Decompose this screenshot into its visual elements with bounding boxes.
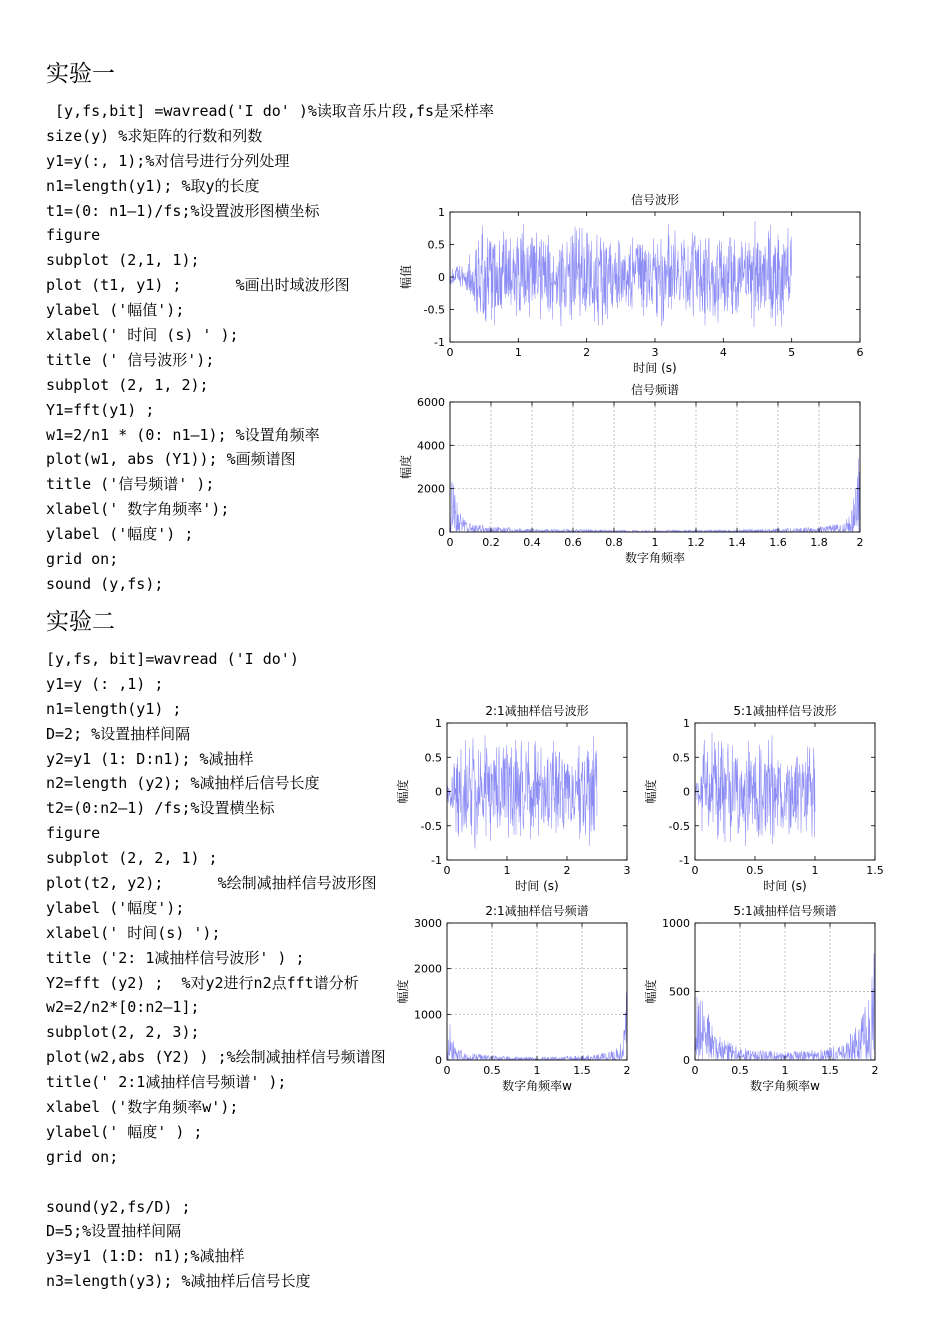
y-tick-label: 1	[438, 206, 445, 219]
code-line: n1=length(y1) ;	[46, 699, 182, 718]
y-tick-label: 0	[435, 1054, 442, 1067]
x-axis-label: 数字角频率w	[750, 1079, 820, 1093]
code-line: Y1=fft(y1) ;	[46, 400, 155, 419]
x-axis-label: 时间 (s)	[633, 361, 677, 375]
code-line: w1=2/n1 * (0: n1—1); %设置角频率	[46, 425, 320, 444]
code-line: y2=y1 (1: D:n1); %减抽样	[46, 749, 254, 768]
y-tick-label: 0	[683, 785, 690, 799]
code-line: grid on;	[46, 1147, 119, 1166]
code-line: xlabel(' 时间(s) ');	[46, 923, 221, 942]
y-tick-label: 0	[683, 1054, 690, 1067]
chart-title: 5:1减抽样信号频谱	[733, 904, 837, 918]
series-line	[447, 993, 627, 1060]
y-tick-label: 1000	[662, 917, 690, 930]
x-tick-label: 0	[443, 864, 451, 877]
x-tick-label: 2	[856, 536, 864, 549]
x-tick-label: 6	[856, 346, 864, 359]
x-axis-label: 时间 (s)	[515, 879, 559, 893]
code-line: title ('2: 1减抽样信号波形' ) ;	[46, 948, 305, 967]
x-tick-label: 1.6	[769, 536, 787, 549]
x-tick-label: 1.5	[821, 1064, 839, 1077]
code-line: subplot(2, 2, 3);	[46, 1023, 200, 1042]
code-line: subplot (2, 1, 2);	[46, 375, 209, 394]
x-tick-label: 0.6	[564, 536, 582, 549]
code-line: D=2; %设置抽样间隔	[46, 724, 191, 743]
chart-title: 2:1减抽样信号频谱	[485, 904, 589, 918]
x-axis-label: 数字角频率	[624, 551, 686, 565]
code-line: ylabel ('幅度');	[46, 898, 185, 917]
code-line: plot(w2,abs (Y2) ) ;%绘制减抽样信号频谱图	[46, 1048, 386, 1067]
chart-5to1-spectrum	[640, 895, 890, 1100]
code-line: [y,fs, bit]=wavread ('I do')	[46, 650, 299, 668]
code-line: sound (y,fs);	[46, 574, 164, 593]
y-tick-label: -0.5	[668, 819, 690, 833]
code-line: sound(y2,fs/D) ;	[46, 1197, 191, 1216]
x-axis-label: 数字角频率w	[502, 1079, 572, 1093]
x-tick-label: 1	[651, 536, 659, 549]
y-axis-label: 幅值	[399, 264, 413, 290]
code-line: n1=length(y1); %取y的长度	[46, 176, 260, 195]
y-axis-label: 幅度	[396, 779, 410, 804]
chart-2to1-waveform	[392, 695, 642, 900]
y-tick-label: 6000	[417, 396, 445, 409]
code-line: title (' 信号波形');	[46, 350, 215, 369]
code-line: size(y) %求矩阵的行数和列数	[46, 126, 263, 145]
x-tick-label: 0.4	[523, 536, 541, 549]
y-tick-label: 2000	[414, 962, 442, 976]
x-tick-label: 0	[691, 1064, 699, 1077]
code-line: [y,fs,bit] =wavread('I do' )%读取音乐片段,fs是采样率	[46, 102, 495, 120]
code-line: subplot (2,1, 1);	[46, 251, 200, 270]
y-axis-label: 幅度	[644, 779, 658, 804]
code-line: subplot (2, 2, 1) ;	[46, 849, 218, 868]
x-tick-label: 1.4	[728, 536, 746, 549]
y-tick-label: 0.5	[424, 751, 442, 765]
chart-title: 信号频谱	[630, 383, 680, 397]
code-line: ylabel ('幅度') ;	[46, 525, 194, 544]
x-tick-label: 1.8	[810, 536, 828, 549]
series-line	[695, 733, 815, 846]
section-heading-1: 实验一	[46, 61, 115, 87]
x-tick-label: 0.5	[483, 1064, 501, 1077]
code-line: ylabel(' 幅度' ) ;	[46, 1122, 203, 1141]
code-line: D=5;%设置抽样间隔	[46, 1222, 182, 1241]
y-tick-label: 0.5	[672, 751, 690, 765]
code-line: figure	[46, 824, 101, 843]
code-line: y1=y (: ,1) ;	[46, 674, 164, 693]
x-tick-label: 1.5	[866, 864, 884, 877]
y-tick-label: -1	[431, 854, 442, 867]
x-tick-label: 2	[623, 1064, 631, 1077]
code-line: xlabel ('数字角频率w');	[46, 1098, 239, 1117]
x-tick-label: 4	[719, 346, 727, 359]
code-line: figure	[46, 226, 101, 245]
x-tick-label: 0.2	[482, 536, 500, 549]
code-line: title(' 2:1减抽样信号频谱' );	[46, 1073, 287, 1092]
x-tick-label: 0	[691, 864, 699, 877]
code-line: w2=2/n2*[0:n2—1];	[46, 998, 200, 1017]
y-tick-label: -1	[434, 336, 445, 349]
x-tick-label: 1.2	[687, 536, 705, 549]
code-line: y3=y1 (1:D: n1);%减抽样	[46, 1247, 245, 1266]
x-tick-label: 5	[788, 346, 796, 359]
y-axis-label: 幅度	[396, 979, 410, 1004]
code-line: n3=length(y3); %减抽样后信号长度	[46, 1272, 311, 1291]
y-axis-label: 幅度	[644, 979, 658, 1004]
code-line: Y2=fft (y2) ; %对y2进行n2点fft谱分析	[46, 973, 359, 992]
y-tick-label: 1	[435, 717, 442, 730]
y-tick-label: 0	[438, 271, 445, 284]
x-tick-label: 1	[811, 864, 819, 877]
x-tick-label: 2	[871, 1064, 879, 1077]
x-tick-label: 3	[623, 864, 631, 877]
code-line: t1=(0: n1—1)/fs;%设置波形图横坐标	[46, 201, 320, 220]
y-tick-label: -0.5	[420, 819, 442, 833]
code-line: n2=length (y2); %减抽样后信号长度	[46, 774, 320, 793]
y-axis-label: 幅度	[399, 454, 413, 480]
y-tick-label: 0	[438, 526, 445, 539]
chart-title: 5:1减抽样信号波形	[733, 704, 837, 718]
code-line: plot(t2, y2); %绘制减抽样信号波形图	[46, 874, 377, 893]
y-tick-label: 500	[669, 985, 690, 999]
code-line: grid on;	[46, 550, 119, 569]
x-tick-label: 2	[563, 864, 571, 877]
chart-title: 信号波形	[630, 193, 680, 207]
chart-signal-waveform	[390, 185, 880, 380]
y-tick-label: 4000	[417, 439, 445, 453]
chart-5to1-waveform	[640, 695, 890, 900]
section-heading-2: 实验二	[46, 609, 115, 635]
y-tick-label: 3000	[414, 917, 442, 930]
y-tick-label: 1	[683, 717, 690, 730]
y-tick-label: 2000	[417, 482, 445, 496]
series-line	[450, 221, 792, 327]
x-axis-label: 时间 (s)	[763, 879, 807, 893]
code-line: title ('信号频谱' );	[46, 475, 215, 494]
code-line	[46, 1170, 386, 1195]
y-tick-label: -1	[679, 854, 690, 867]
code-line: xlabel(' 时间 (s) ' );	[46, 326, 239, 345]
x-tick-label: 2	[583, 346, 591, 359]
x-tick-label: 0	[443, 1064, 451, 1077]
code-line: ylabel ('幅值');	[46, 301, 185, 320]
series-line	[447, 735, 597, 848]
x-tick-label: 0	[446, 346, 454, 359]
chart-title: 2:1减抽样信号波形	[485, 704, 589, 718]
x-tick-label: 0	[446, 536, 454, 549]
chart-2to1-spectrum	[392, 895, 642, 1100]
x-tick-label: 1.5	[573, 1064, 591, 1077]
code-block-2	[46, 647, 386, 1294]
x-tick-label: 1	[514, 346, 522, 359]
chart-signal-spectrum	[390, 375, 880, 570]
code-line: plot(w1, abs (Y1)); %画频谱图	[46, 450, 296, 469]
y-tick-label: 0	[435, 785, 442, 799]
code-line: plot (t1, y1) ; %画出时域波形图	[46, 276, 350, 295]
x-tick-label: 0.8	[605, 536, 623, 549]
x-tick-label: 0.5	[746, 864, 764, 877]
code-line: y1=y(:, 1);%对信号进行分列处理	[46, 151, 290, 170]
x-tick-label: 1	[503, 864, 511, 877]
y-tick-label: 0.5	[427, 238, 445, 252]
x-tick-label: 3	[651, 346, 659, 359]
y-tick-label: 1000	[414, 1008, 442, 1022]
x-tick-label: 1	[781, 1064, 789, 1077]
code-line: t2=(0:n2—1) /fs;%设置横坐标	[46, 799, 275, 818]
x-tick-label: 0.5	[731, 1064, 749, 1077]
y-tick-label: -0.5	[423, 303, 445, 317]
code-line: xlabel(' 数字角频率');	[46, 500, 230, 519]
x-tick-label: 1	[533, 1064, 541, 1077]
